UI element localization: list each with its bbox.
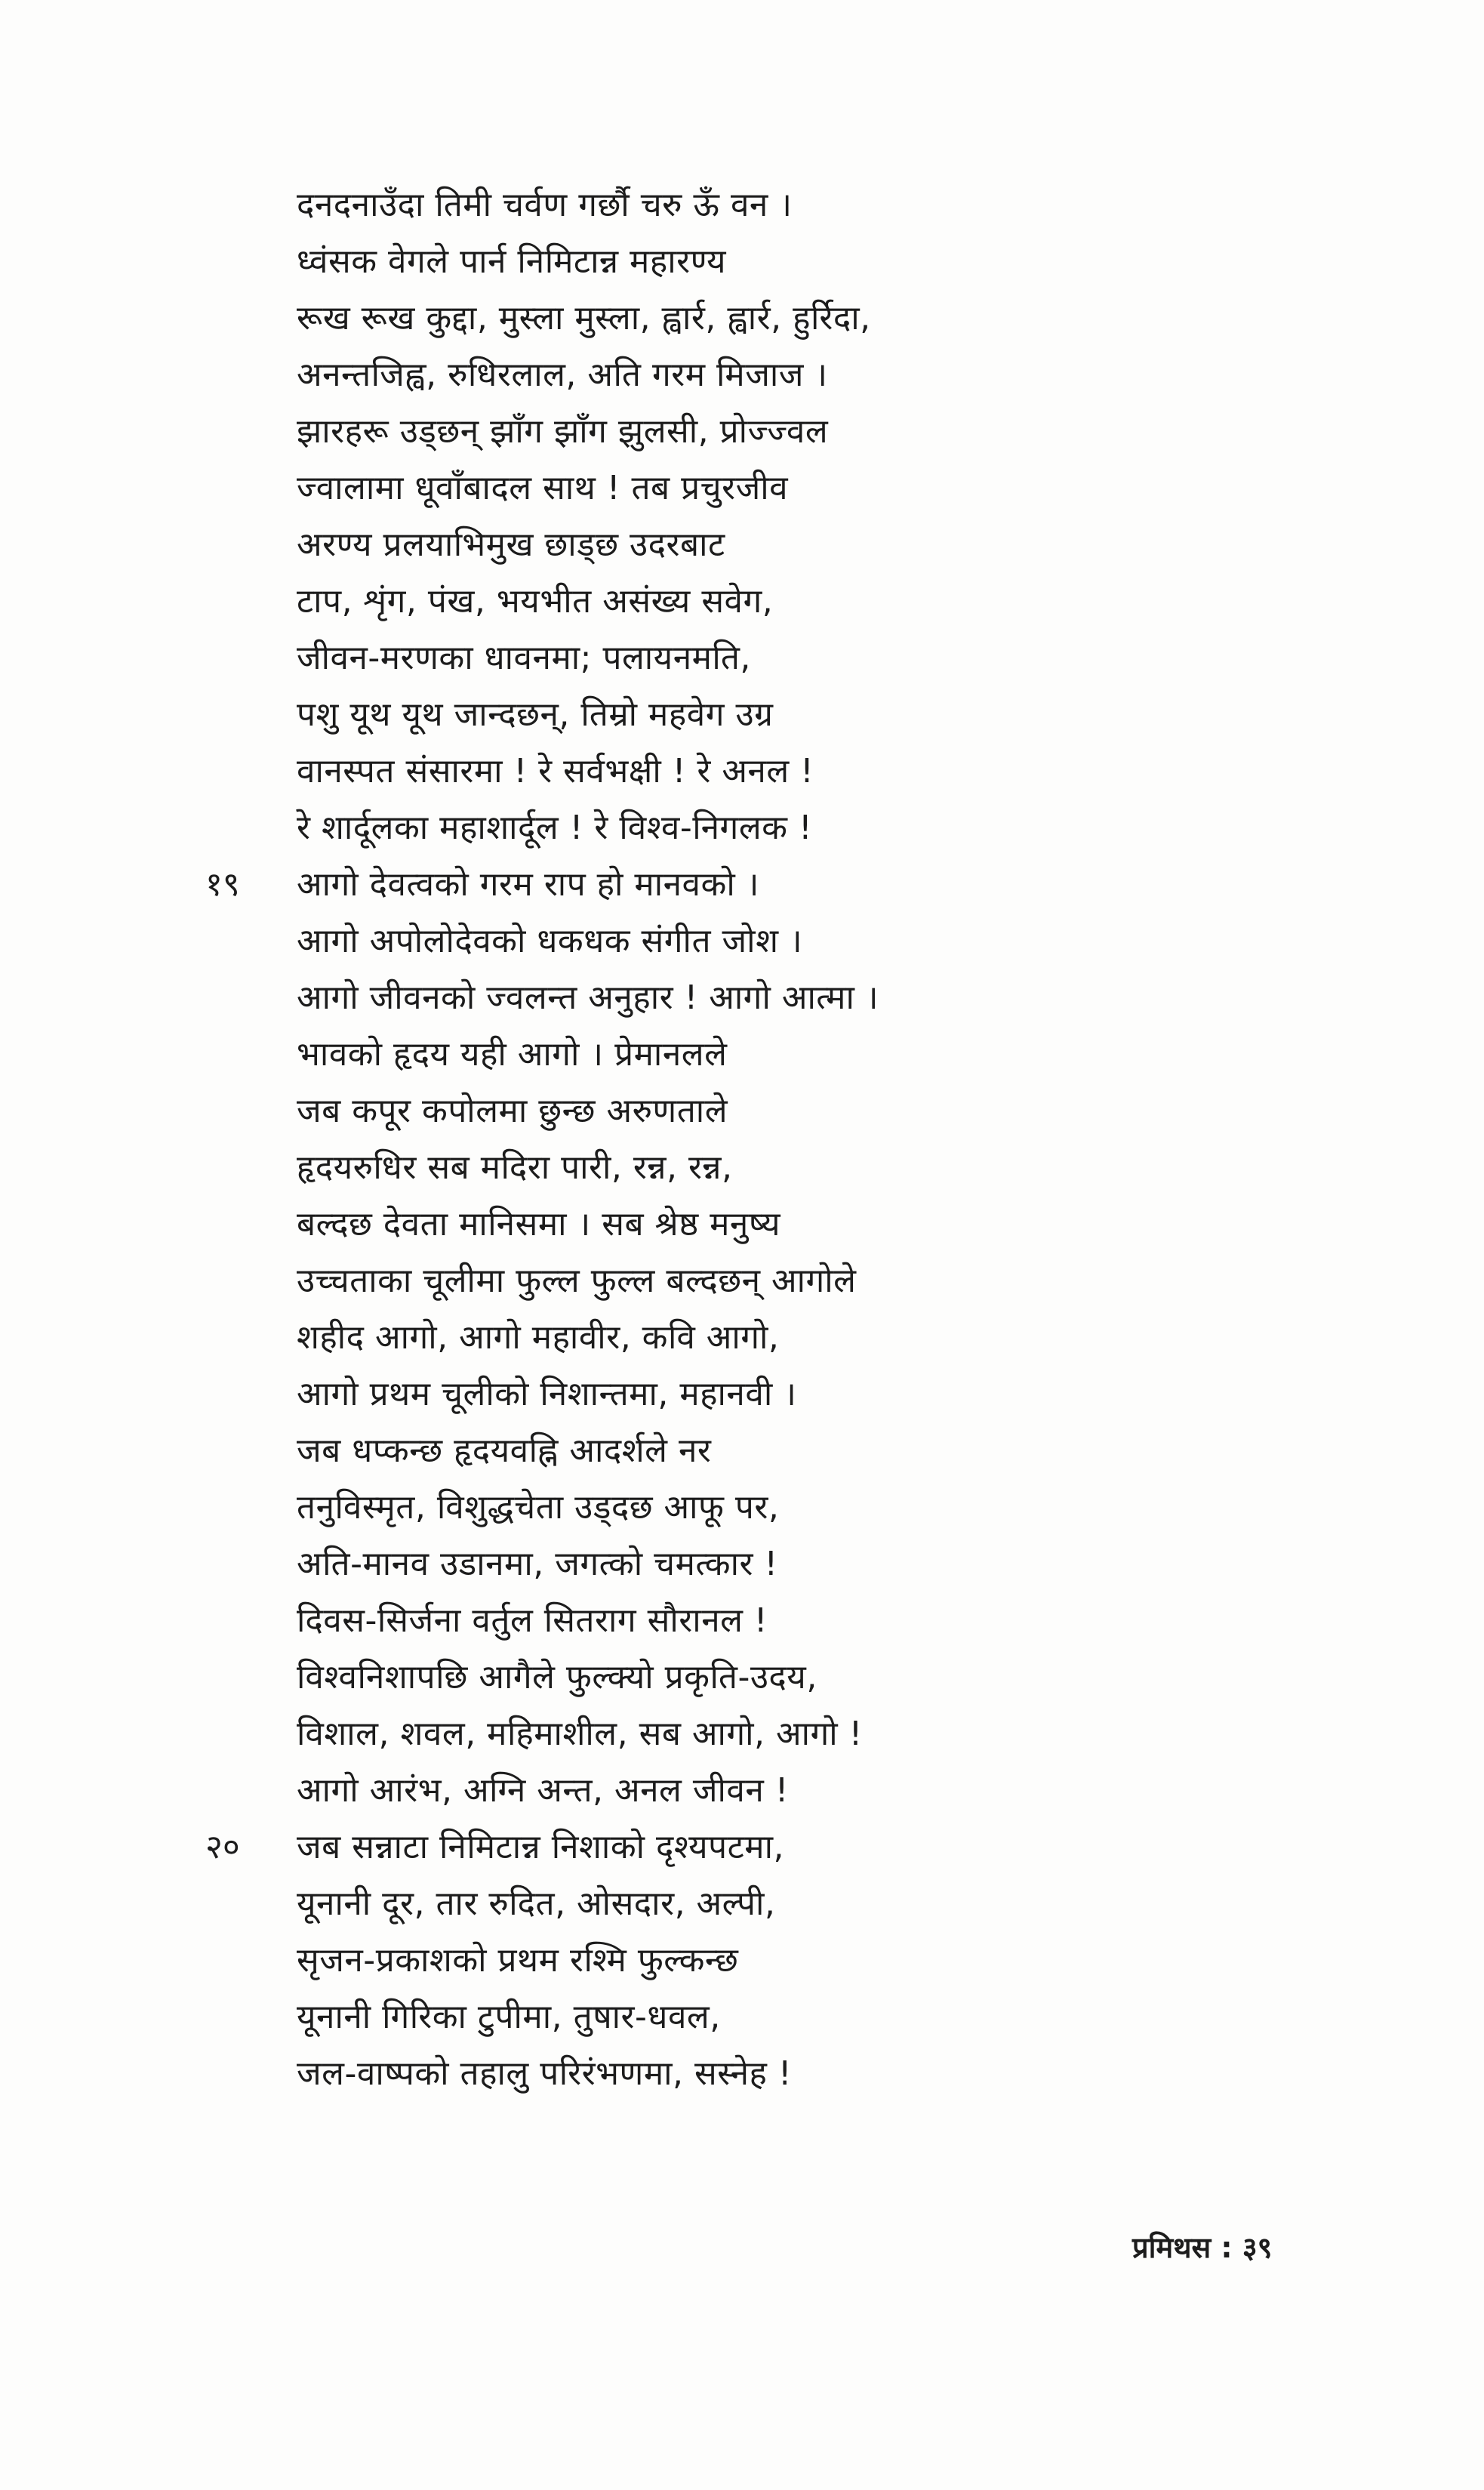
poem-line: अनन्तजिह्व, रुधिरलाल, अति गरम मिजाज । (297, 356, 828, 394)
poem-line: जीवन-मरणका धावनमा; पलायनमति, (297, 639, 751, 677)
poem-line: ज्वालामा धूवाँबादल साथ ! तब प्रचुरजीव (297, 469, 789, 507)
poem-line: रूख रूख कुद्दा, मुस्ला मुस्ला, ह्वार्र, ह्वार्र, हुर्रिदा, (297, 299, 871, 337)
poem-line: झारहरू उड्छन् झाँग झाँग झुलसी, प्रोज्ज्वल (297, 412, 829, 451)
poem-line: जल-वाष्पको तहालु परिरंभणमा, सस्नेह ! (297, 2054, 792, 2093)
poem-line: उच्चताका चूलीमा फुल्ल फुल्ल बल्दछन् आगोले (297, 1262, 857, 1300)
poem-line: आगो प्रथम चूलीको निशान्तमा, महानवी । (297, 1375, 797, 1413)
poem-line: हृदयरुधिर सब मदिरा पारी, रन्न, रन्न, (297, 1148, 733, 1187)
poem-line: दिवस-सिर्जना वर्तुल सितराग सौरानल ! (297, 1601, 768, 1640)
poem-line: तनुविस्मृत, विशुद्धचेता उड्दछ आफू पर, (297, 1488, 780, 1527)
stanza-number: २० (205, 1828, 240, 1866)
poem-line: टाप, शृंग, पंख, भयभीत असंख्य सवेग, (297, 582, 774, 621)
poem-line: पशु यूथ यूथ जान्दछन्, तिम्रो महवेग उग्र (297, 695, 774, 734)
poem-line: अति-मानव उडानमा, जगत्को चमत्कार ! (297, 1545, 778, 1583)
running-footer: प्रमिथस : ३९ (1132, 2231, 1273, 2264)
poem-line: यूनानी गिरिका टुपीमा, तुषार-धवल, (297, 1998, 721, 2036)
poem-line: सृजन-प्रकाशको प्रथम रश्मि फुल्कन्छ (297, 1941, 739, 1980)
poem-line: जब कपूर कपोलमा छुन्छ अरुणताले (297, 1092, 728, 1130)
poem-line: भावको हृदय यही आगो । प्रेमानलले (297, 1035, 728, 1074)
poem-line: विश्वनिशापछि आगैले फुल्क्यो प्रकृति-उदय, (297, 1658, 817, 1696)
poem-line: जब सन्नाटा निमिटान्न निशाको दृश्यपटमा, (297, 1828, 784, 1866)
poem-line: रे शार्दूलका महाशार्दूल ! रे विश्व-निगलक ! (297, 809, 813, 847)
poem-line: बल्दछ देवता मानिसमा । सब श्रेष्ठ मनुष्य (297, 1205, 780, 1243)
poem-line: आगो आरंभ, अग्नि अन्त, अनल जीवन ! (297, 1771, 789, 1810)
poem-line: शहीद आगो, आगो महावीर, कवि आगो, (297, 1318, 780, 1357)
poem-line: ध्वंसक वेगले पार्न निमिटान्न महारण्य (297, 242, 727, 281)
poem-line: विशाल, शवल, महिमाशील, सब आगो, आगो ! (297, 1715, 863, 1753)
poem-line: जब धप्कन्छ हृदयवह्नि आदर्शले नर (297, 1431, 712, 1470)
poem-line: वानस्पत संसारमा ! रे सर्वभक्षी ! रे अनल ! (297, 752, 814, 790)
poem-line: यूनानी दूर, तार रुदित, ओसदार, अल्पी, (297, 1884, 776, 1923)
poem-line: आगो देवत्वको गरम राप हो मानवको । (297, 865, 759, 904)
poem-line: दनदनाउँदा तिमी चर्वण गर्छौ चरु ऊँ वन । (297, 186, 793, 224)
poem-line: आगो जीवनको ज्वलन्त अनुहार ! आगो आत्मा । (297, 978, 879, 1017)
poem-line: अरण्य प्रलयाभिमुख छाड्छ उदरबाट (297, 525, 725, 564)
stanza-number: १९ (205, 865, 240, 904)
poem-line: आगो अपोलोदेवको धकधक संगीत जोश । (297, 922, 803, 960)
